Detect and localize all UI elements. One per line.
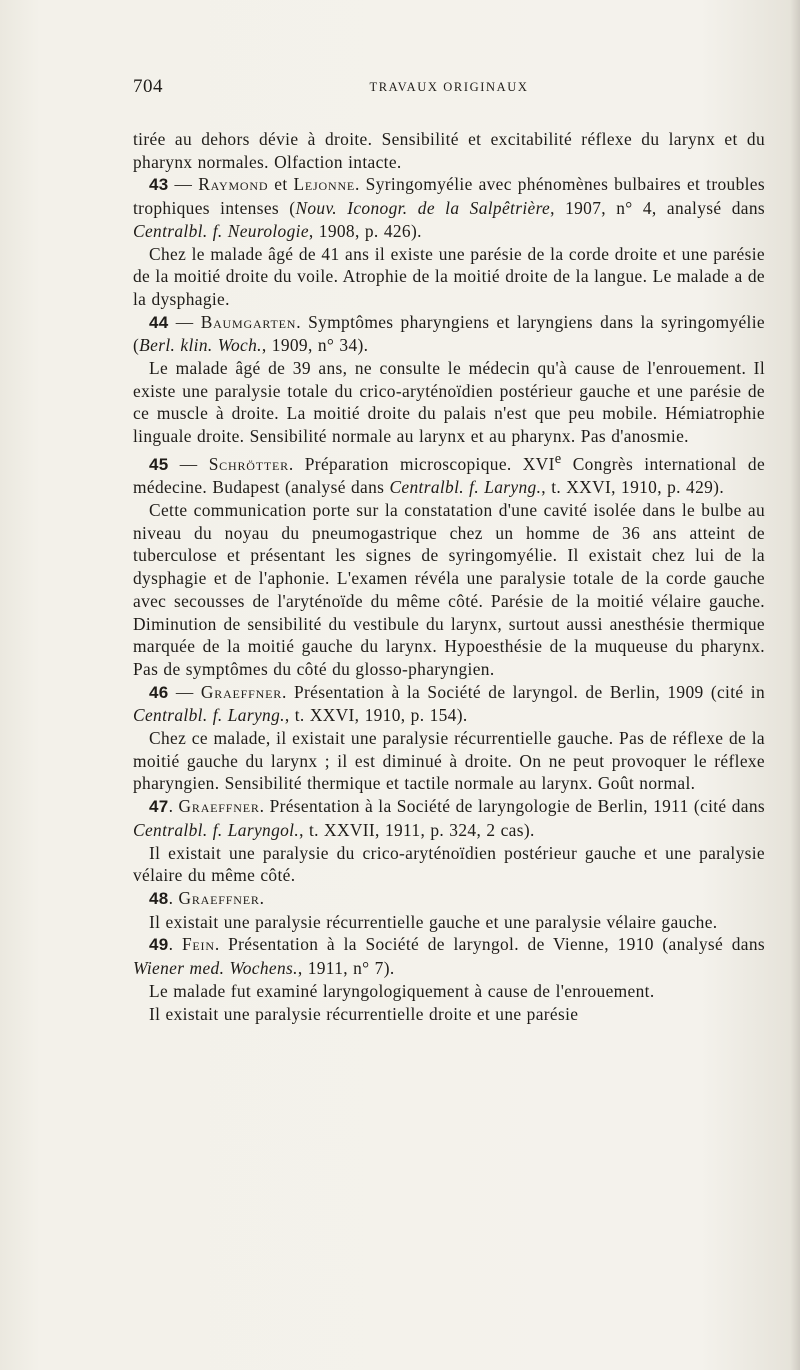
entry-number: 47 xyxy=(149,797,169,817)
entry-46 xyxy=(133,681,765,727)
entry-title-continued: Congrès international de médecine. Budapest (analysé dans xyxy=(133,453,766,498)
separator: — xyxy=(168,453,209,474)
separator: — xyxy=(168,311,201,332)
entry-43 xyxy=(133,173,765,242)
entry-45 xyxy=(133,448,765,499)
page-header xyxy=(133,76,765,102)
page-number: 704 xyxy=(133,76,163,97)
author-name: Raymond xyxy=(198,174,269,195)
author-name: Graeffner xyxy=(200,681,283,702)
journal-name: Centralbl. f. Laryngol. xyxy=(133,819,300,840)
entry-number: 49 xyxy=(149,935,169,955)
entry-title: . Syringomyélie avec phénomènes bulbaires et troubles trophiques intenses ( xyxy=(133,174,765,219)
journal-name: Wiener med. Wochens. xyxy=(133,958,298,979)
paragraph: Le malade âgé de 39 ans, ne consulte le médecin qu'à cause de l'enrouement. Il existe une paralysie totale du crico-aryténoïdien postérieur gauche et une parésie de ce muscle à droite. La moitié droite du palais n'est que peu mobile. Hémiatrophie linguale droite. Sensibilité normale au larynx et au pharynx. Pas d'anosmie. xyxy=(133,358,765,447)
separator: . xyxy=(168,888,179,908)
entry-title: . Préparation microscopique. XVI xyxy=(288,453,555,474)
entry-end: . xyxy=(259,888,265,908)
entry-title: . Symptômes pharyngiens et laryngiens dans la syringomyélie ( xyxy=(133,311,765,356)
entry-title: . Présentation à la Société de laryngol. de Berlin, 1909 (cité in xyxy=(282,681,765,702)
paragraph: Il existait une paralysie récurrentielle droite et une parésie xyxy=(149,1003,579,1024)
journal-name: Berl. klin. Woch. xyxy=(139,335,262,356)
author-name: Baumgarten xyxy=(200,311,297,332)
separator: — xyxy=(168,681,201,702)
reference: , 1908, p. 426). xyxy=(308,220,422,241)
paragraph: Chez ce malade, il existait une paralysie récurrentielle gauche. Pas de réflexe de la moitié gauche du larynx ; il est diminué à droite. On ne peut provoquer le réflexe pharyngien. Sensibilité thermique et tactile normale au larynx. Goût normal. xyxy=(133,728,765,794)
paragraph: Il existait une paralysie récurrentielle gauche et une paralysie vélaire gauche. xyxy=(149,911,718,932)
journal-name: Centralbl. f. Laryng. xyxy=(133,705,285,726)
entry-title: . Présentation à la Société de laryngol. de Vienne, 1910 (analysé dans xyxy=(214,934,765,955)
separator: . xyxy=(168,796,179,817)
paragraph: tirée au dehors dévie à droite. Sensibilité et excitabilité réflexe du larynx et du pharynx normales. Olfaction intacte. xyxy=(133,129,765,172)
reference: , t. XXVI, 1910, p. 429). xyxy=(541,477,725,498)
entry-title: . Présentation à la Société de laryngologie de Berlin, 1911 (cité dans xyxy=(259,796,765,817)
entry-number: 48 xyxy=(149,889,169,908)
conjunction: et xyxy=(268,174,294,195)
author-name: Graeffner xyxy=(178,796,260,817)
reference: , 1907, n° 4, analysé dans xyxy=(550,198,766,219)
entry-number: 43 xyxy=(149,175,169,195)
reference: , 1909, n° 34). xyxy=(261,335,369,356)
paragraph: Il existait une paralysie du crico-aryténoïdien postérieur gauche et une paralysie vélaire du même côté. xyxy=(133,842,765,886)
body-text xyxy=(133,128,765,1025)
superscript: e xyxy=(554,450,562,467)
journal-name: Nouv. Iconogr. de la Salpêtrière xyxy=(295,198,551,219)
separator: — xyxy=(168,174,199,195)
author-name: Schrötter xyxy=(208,453,289,474)
separator: . xyxy=(168,934,182,955)
paragraph: Le malade fut examiné laryngologiquement à cause de l'enrouement. xyxy=(149,980,655,1001)
reference: , 1911, n° 7). xyxy=(297,958,395,979)
entry-48 xyxy=(133,887,765,911)
author-name: Graeffner xyxy=(178,888,260,908)
reference: , t. XXVII, 1911, p. 324, 2 cas). xyxy=(299,819,535,840)
entry-number: 46 xyxy=(149,682,169,702)
entry-number: 44 xyxy=(149,312,169,332)
paragraph: Cette communication porte sur la constatation d'une cavité isolée dans le bulbe au niveau du noyau du pneumogastrique chez un homme de 36 ans atteint de tuberculose et présentant les signes de syringomyélie. Il existait chez lui de la dysphagie et de l'aphonie. L'examen révéla une paralysie totale de la corde gauche avec secousses de l'aryténoïde du même côté. Parésie de la moitié vélaire gauche. Diminution de sensibilité du vestibule du larynx, surtout aussi anesthésie thermique marquée de la moitié gauche du larynx. Hypoesthésie de la muqueuse du pharynx. Pas de symptômes du côté du glosso-pharyngien. xyxy=(133,500,765,679)
entry-49 xyxy=(133,933,765,979)
paragraph: Chez le malade âgé de 41 ans il existe une parésie de la corde droite et une parésie de la moitié droite du voile. Atrophie de la moitié droite de la langue. Le malade a de la dysphagie. xyxy=(133,243,765,309)
journal-name: Centralbl. f. Neurologie xyxy=(133,220,309,241)
entry-44 xyxy=(133,311,765,357)
author-name: Fein xyxy=(181,934,215,955)
journal-name: Centralbl. f. Laryng. xyxy=(389,477,542,498)
running-title: TRAVAUX ORIGINAUX xyxy=(369,80,529,94)
reference: , t. XXVI, 1910, p. 154). xyxy=(284,705,468,726)
entry-47 xyxy=(133,795,765,841)
author-name: Lejonne xyxy=(293,174,356,195)
entry-number: 45 xyxy=(149,454,169,474)
